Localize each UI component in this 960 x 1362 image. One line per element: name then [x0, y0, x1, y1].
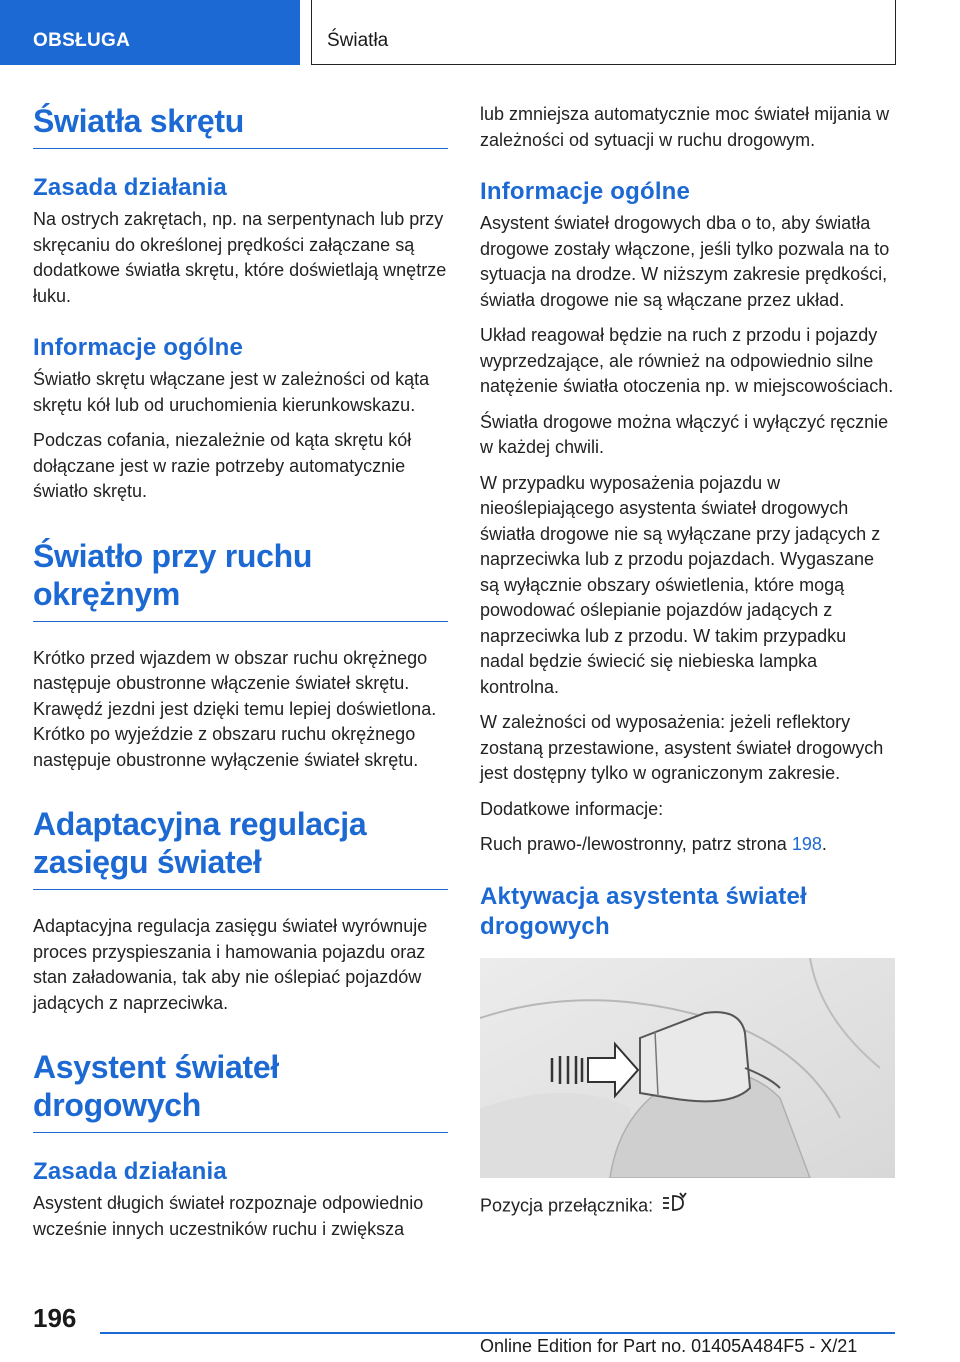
section-heading-roundabout — [33, 537, 448, 622]
section-heading-cornering-lights — [33, 102, 448, 149]
principle-text-1: Na ostrych zakrętach, np. na serpentynach lub przy skręcaniu do określonej prędkości załączane są dodatkowe światła skrętu, które doświetlają wnętrze łuku. — [33, 209, 447, 306]
high-beam-assistant-icon — [661, 1192, 687, 1222]
activate-heading: Aktywacja asystenta świateł drogowych — [480, 882, 807, 940]
section-tab: OBSŁUGA — [0, 0, 300, 65]
roundabout-title: Światło przy ruchu okrężnym — [33, 537, 313, 612]
general-text-2d: W przypadku wyposażenia pojazdu w nieoślepiającego asystenta świateł drogowych światła drogowe nie są wyłączane przy jadących z naprzeciwka lub z przodu pojazdach. Wygaszane są wyłącznie obszary oświetlenia, które mogą powodować oślepianie pojazdów jadących z naprzeciwka lub z przodu. W takim przypadku nadal będzie świecić się niebieska lampka kontrolna. — [480, 472, 881, 697]
page-number: 196 — [33, 1303, 77, 1333]
adaptive-range-title: Adaptacyjna regulacja zasięgu świateł — [33, 806, 367, 880]
roundabout-text: Krótko przed wjazdem w obszar ruchu okrężnego następuje obustronne włączenie świateł skrętu. Krawędź jezdni jest dzięki temu lepiej doświetlona. Krótko po wyjeździe z obszaru ruchu okrężnego następuje obustronne wyłączenie świateł skrętu. — [33, 647, 437, 770]
principle-heading-1: Zasada działania — [33, 174, 227, 201]
light-stalk-illustration — [480, 958, 895, 1178]
general-heading-2: Informacje ogólne — [480, 178, 691, 205]
principle-text-2: Asystent długich świateł rozpoznaje odpowiednio wcześnie innych uczestników ruchu i zwiększa — [33, 1193, 424, 1239]
section-heading-adaptive-range — [33, 805, 448, 890]
general-heading-1: Informacje ogólne — [33, 334, 244, 361]
chapter-tab: Światła — [311, 0, 896, 65]
principle-heading-2: Zasada działania — [33, 1158, 227, 1185]
edition-footer: Online Edition for Part no. 01405A484F5 - X/21 — [480, 1336, 858, 1356]
switch-position-label: Pozycja przełącznika: — [480, 1195, 654, 1215]
footer-divider — [100, 1332, 895, 1334]
general-text-2b: Układ reagował będzie na ruch z przodu i pojazdy wyprzedzające, ale również na odpowiednio silne natężenie światła otoczenia np. w miejscowościach. — [480, 325, 894, 396]
general-text-2e: W zależności od wyposażenia: jeżeli reflektory zostaną przestawione, asystent świateł drogowych jest dostępny tylko w ograniczonym zakresie. — [480, 712, 884, 783]
adaptive-range-text: Adaptacyjna regulacja zasięgu świateł wyrównuje proces przyspieszania i hamowania pojazdu oraz stan załadowania, tak aby nie oślepiać pojazdów jadących z naprzeciwka. — [33, 916, 428, 1013]
cross-reference — [480, 832, 895, 858]
general-text-1b: Podczas cofania, niezależnie od kąta skrętu kół dołączane jest w razie potrzeby automatycznie światło skrętu. — [33, 430, 412, 501]
cornering-lights-title: Światła skrętu — [33, 103, 245, 139]
general-text-2c: Światła drogowe można włączyć i wyłączyć ręcznie w każdej chwili. — [480, 411, 889, 457]
cross-reference-text: Ruch prawo-/lewostronny, patrz strona — [480, 834, 792, 854]
general-text-1a: Światło skrętu włączane jest w zależności od kąta skrętu kół lub od uruchomienia kierunkowskazu. — [33, 369, 430, 415]
left-column — [33, 102, 448, 1242]
continued-text: lub zmniejsza automatycznie moc świateł mijania w zależności od sytuacji w ruchu drogowym. — [480, 104, 890, 150]
right-column — [480, 102, 895, 1221]
general-text-2f: Dodatkowe informacje: — [480, 798, 664, 819]
cross-reference-end: . — [821, 834, 827, 854]
switch-position — [480, 1192, 895, 1222]
general-text-2a: Asystent świateł drogowych dba o to, aby światła drogowe zostały włączone, jeśli tylko pozwala na to sytuacja na drodze. W niższym zakresie prędkości, światła drogowe nie są włączane przez układ. — [480, 213, 890, 310]
high-beam-assistant-title: Asystent świateł drogowych — [33, 1049, 279, 1123]
page-link-198[interactable]: 198 — [791, 834, 822, 854]
section-heading-high-beam-assistant — [33, 1048, 448, 1133]
